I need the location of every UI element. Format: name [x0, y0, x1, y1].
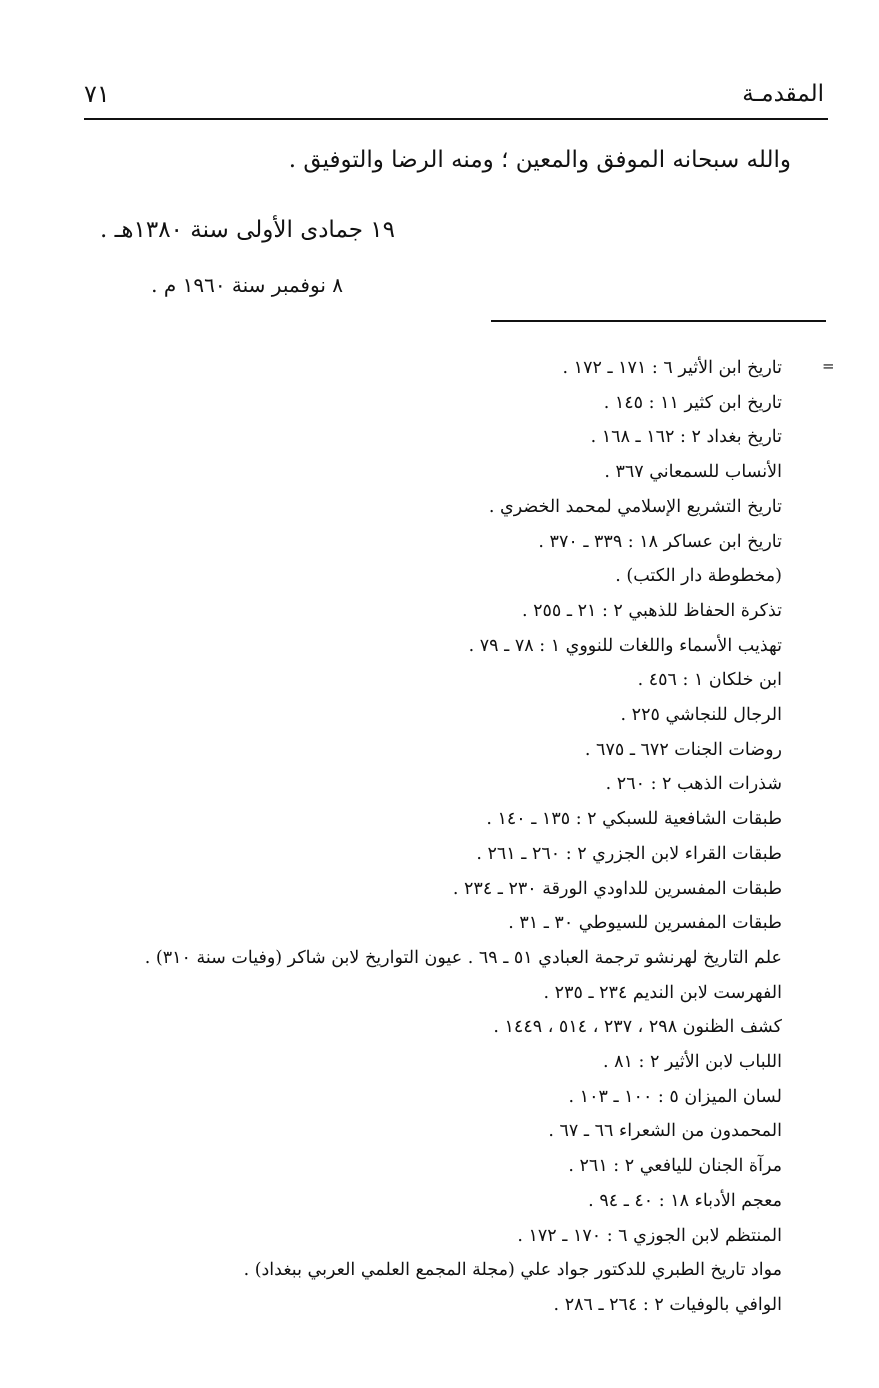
source-entry: تاريخ بغداد ٢ : ١٦٢ ـ ١٦٨ . — [590, 427, 782, 448]
footnote-rule — [491, 320, 826, 322]
source-entry: اللباب لابن الأثير ٢ : ٨١ . — [603, 1052, 782, 1073]
source-entry: كشف الظنون ٢٩٨ ، ٢٣٧ ، ٥١٤ ، ١٤٤٩ . — [493, 1017, 782, 1038]
source-entry: تذكرة الحفاظ للذهبي ٢ : ٢١ ـ ٢٥٥ . — [521, 600, 782, 621]
page-number: ٧١ — [84, 80, 110, 108]
date-gregorian: ٨ نوفمبر سنة ١٩٦٠ م . — [151, 273, 343, 297]
sources-list — [145, 351, 782, 1323]
source-entry: الرجال للنجاشي ٢٢٥ . — [620, 705, 782, 726]
source-entry: تاريخ التشريع الإسلامي لمحمد الخضري . — [488, 496, 782, 517]
source-entry: معجم الأدباء ١٨ : ٤٠ ـ ٩٤ . — [588, 1190, 782, 1211]
source-entry: تاريخ ابن كثير ١١ : ١٤٥ . — [603, 392, 782, 413]
source-entry: طبقات القراء لابن الجزري ٢ : ٢٦٠ ـ ٢٦١ . — [476, 843, 782, 864]
source-entry: الأنساب للسمعاني ٣٦٧ . — [604, 462, 782, 483]
source-entry: طبقات المفسرين للسيوطي ٣٠ ـ ٣١ . — [508, 913, 782, 934]
source-entry: علم التاريخ لهرنشو ترجمة العبادي ٥١ ـ ٦٩ . عيون التواريخ لابن شاكر (وفيات سنة ٣١٠) . — [144, 947, 782, 968]
source-entry: ابن خلكان ١ : ٤٥٦ . — [637, 670, 782, 691]
source-entry: الوافي بالوفيات ٢ : ٢٦٤ ـ ٢٨٦ . — [553, 1294, 782, 1315]
source-entry: تاريخ ابن الأثير ٦ : ١٧١ ـ ١٧٢ . — [562, 358, 782, 378]
source-entry: المنتظم لابن الجوزي ٦ : ١٧٠ ـ ١٧٢ . — [517, 1225, 782, 1246]
source-entry: تاريخ ابن عساكر ١٨ : ٣٣٩ ـ ٣٧٠ . — [538, 531, 782, 552]
source-entry: روضات الجنات ٦٧٢ ـ ٦٧٥ . — [584, 739, 782, 760]
source-entry: شذرات الذهب ٢ : ٢٦٠ . — [605, 774, 782, 795]
source-entry: طبقات الشافعية للسبكي ٢ : ١٣٥ ـ ١٤٠ . — [486, 809, 782, 830]
closing-line: والله سبحانه الموفق والمعين ؛ ومنه الرضا والتوفيق . — [288, 147, 791, 173]
source-entry: الفهرست لابن النديم ٢٣٤ ـ ٢٣٥ . — [543, 982, 782, 1003]
running-head-title: المقدمـة — [742, 81, 824, 107]
source-entry: مرآة الجنان لليافعي ٢ : ٢٦١ . — [568, 1156, 782, 1177]
header-rule — [84, 118, 828, 120]
date-hijri: ١٩ جمادى الأولى سنة ١٣٨٠هـ . — [100, 217, 395, 243]
source-entry: تهذيب الأسماء واللغات للنووي ١ : ٧٨ ـ ٧٩ . — [468, 635, 782, 656]
source-entry: المحمدون من الشعراء ٦٦ ـ ٦٧ . — [548, 1121, 782, 1142]
continuation-mark: = — [822, 357, 835, 375]
source-entry: (مخطوطة دار الكتب) . — [615, 566, 782, 587]
source-entry: لسان الميزان ٥ : ١٠٠ ـ ١٠٣ . — [568, 1086, 782, 1107]
source-entry: مواد تاريخ الطبري للدكتور جواد علي (مجلة المجمع العلمي العربي ببغداد) . — [243, 1260, 782, 1281]
source-entry: طبقات المفسرين للداودي الورقة ٢٣٠ ـ ٢٣٤ . — [452, 878, 782, 899]
